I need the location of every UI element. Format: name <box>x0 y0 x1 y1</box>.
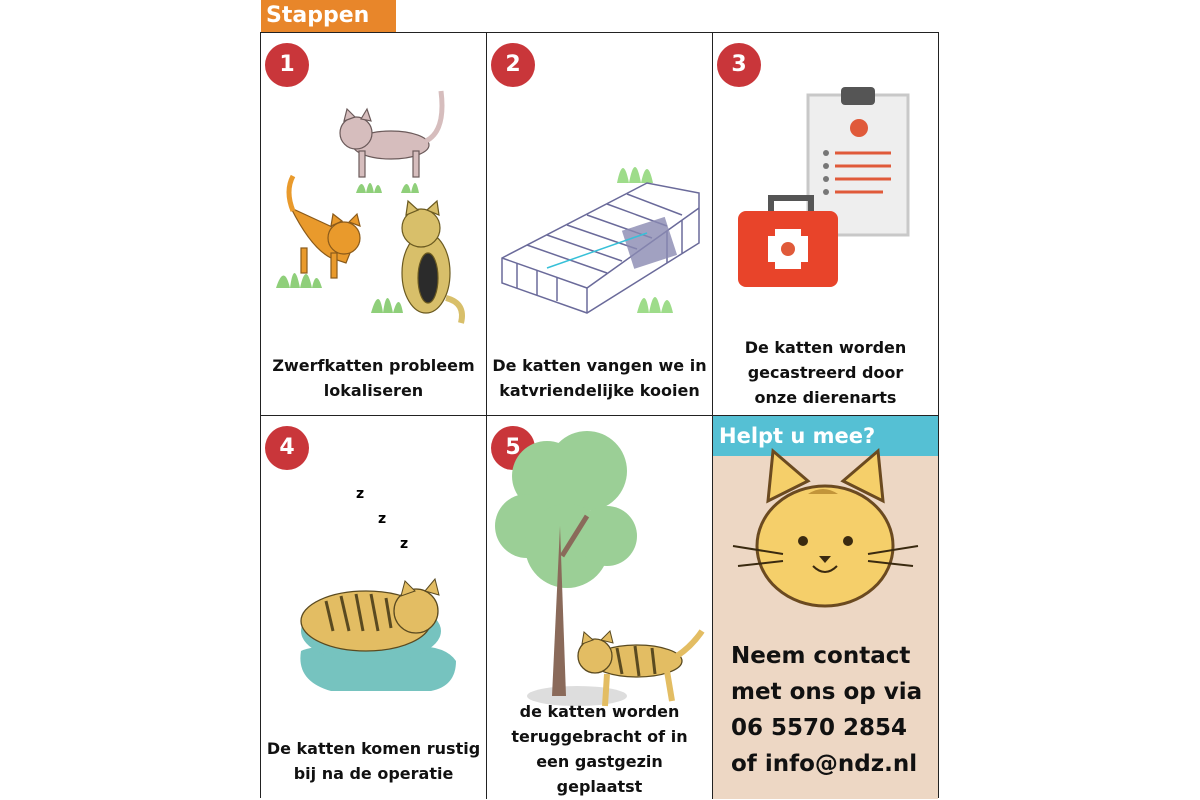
step-card-3 <box>713 33 938 416</box>
vet-clipboard-kit-illustration <box>713 33 938 333</box>
section-title: Stappen <box>261 0 396 32</box>
step-card-5 <box>487 416 713 799</box>
sleeping-cat-illustration <box>261 416 487 716</box>
step-number-badge: 4 <box>265 426 309 470</box>
step-number-badge: 3 <box>717 43 761 87</box>
step-card-1 <box>261 33 487 416</box>
step-number-badge: 5 <box>491 426 535 470</box>
step-caption: Zwerfkatten probleem lokaliseren <box>272 356 475 400</box>
step-caption: De katten worden gecastreerd door onze dierenarts <box>744 338 907 407</box>
step-number-badge: 2 <box>491 43 535 87</box>
step-card-2 <box>487 33 713 416</box>
step-caption: De katten komen rustig bij na de operatie <box>266 739 481 783</box>
stray-cats-illustration <box>261 33 487 333</box>
cat-returned-tree-illustration <box>487 416 713 716</box>
step-caption: de katten worden teruggebracht of in een gastgezin geplaatst <box>511 702 688 796</box>
steps-grid <box>260 32 939 798</box>
help-title: Helpt u mee? <box>713 416 938 456</box>
help-panel <box>713 416 938 799</box>
cat-face-icon <box>713 416 938 636</box>
step-caption: De katten vangen we in katvriendelijke kooien <box>492 356 707 400</box>
step-number-badge: 1 <box>265 43 309 87</box>
contact-info: Neem contact met ons op via 06 5570 2854 of info@ndz.nl <box>731 643 923 777</box>
sleep-z-2: z <box>378 511 387 527</box>
sleep-z-3: z <box>400 536 409 552</box>
sleep-z-1: z <box>356 486 365 502</box>
step-card-4 <box>261 416 487 799</box>
cat-trap-cage-illustration <box>487 33 713 333</box>
